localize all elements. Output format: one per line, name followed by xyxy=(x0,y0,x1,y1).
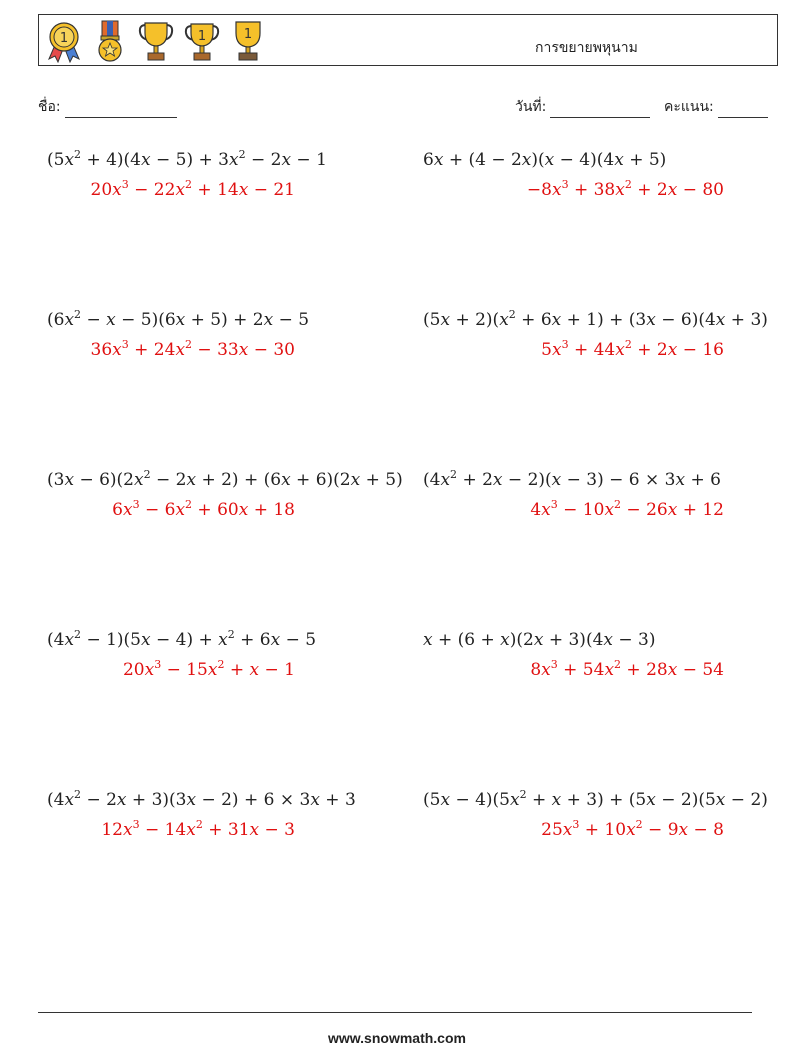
score-field xyxy=(664,96,768,118)
medal-star-icon xyxy=(91,19,129,63)
problem-answer: $36x^3 + 24x^2 - 33x - 30$ xyxy=(90,338,295,360)
problem-question: $(3x - 6)(2x^2 - 2x + 2) + (6x + 6)(2x + 5)$ xyxy=(47,468,403,490)
problem-answer: $6x^3 - 6x^2 + 60x + 18$ xyxy=(112,498,295,520)
worksheet-title: การขยายพหุนาม xyxy=(535,40,638,56)
trophy-cup-icon xyxy=(137,19,175,63)
problem-question: $(5x + 2)(x^2 + 6x + 1) + (3x - 6)(4x + 3)$ xyxy=(423,308,768,330)
problem-answer: $-8x^3 + 38x^2 + 2x - 80$ xyxy=(526,178,724,200)
name-label: ชื่อ: xyxy=(38,99,61,115)
problem-question: $(5x^2 + 4)(4x - 5) + 3x^2 - 2x - 1$ xyxy=(47,148,327,170)
medal-ribbon-icon xyxy=(45,19,83,63)
problem-answer: $4x^3 - 10x^2 - 26x + 12$ xyxy=(530,498,724,520)
problem-question: $(4x^2 + 2x - 2)(x - 3) - 6 \times 3x + 6$ xyxy=(423,468,721,490)
score-line[interactable] xyxy=(718,103,768,118)
svg-text:1: 1 xyxy=(197,29,207,44)
problem-question: $(5x - 4)(5x^2 + x + 3) + (5x - 2)(5x - 2)$ xyxy=(423,788,768,810)
name-field xyxy=(38,96,177,118)
problem-answer: $8x^3 + 54x^2 + 28x - 54$ xyxy=(530,658,724,680)
problem-answer: $20x^3 - 22x^2 + 14x - 21$ xyxy=(90,178,295,200)
svg-text:1: 1 xyxy=(59,31,69,46)
problem-answer: $5x^3 + 44x^2 + 2x - 16$ xyxy=(541,338,724,360)
date-field xyxy=(515,96,650,118)
problem-answer: $12x^3 - 14x^2 + 31x - 3$ xyxy=(101,818,295,840)
problem-answer: $25x^3 + 10x^2 - 9x - 8$ xyxy=(541,818,724,840)
problem-question: x + (6 + x)(2x + 3)(4x − 3) xyxy=(423,630,656,650)
date-label: วันที่: xyxy=(515,99,547,115)
footer-website: www.snowmath.com xyxy=(328,1030,466,1046)
score-label: คะแนน: xyxy=(664,99,714,115)
problem-question: $(4x^2 - 2x + 3)(3x - 2) + 6 \times 3x + 3$ xyxy=(47,788,356,810)
trophy-number-one-icon xyxy=(183,19,221,63)
problem-answer: $20x^3 - 15x^2 + x - 1$ xyxy=(122,658,295,680)
svg-text:1: 1 xyxy=(243,27,253,42)
problem-question: 6x + (4 − 2x)(x − 4)(4x + 5) xyxy=(423,150,667,170)
name-line[interactable] xyxy=(65,103,177,118)
trophy-gold-icon xyxy=(229,19,267,63)
award-icons xyxy=(45,19,267,63)
footer-divider xyxy=(38,1012,752,1013)
problem-question: $(6x^2 - x - 5)(6x + 5) + 2x - 5$ xyxy=(47,308,310,330)
date-line[interactable] xyxy=(550,103,650,118)
worksheet-header xyxy=(38,14,778,66)
problem-question: $(4x^2 - 1)(5x - 4) + x^2 + 6x - 5$ xyxy=(47,628,317,650)
